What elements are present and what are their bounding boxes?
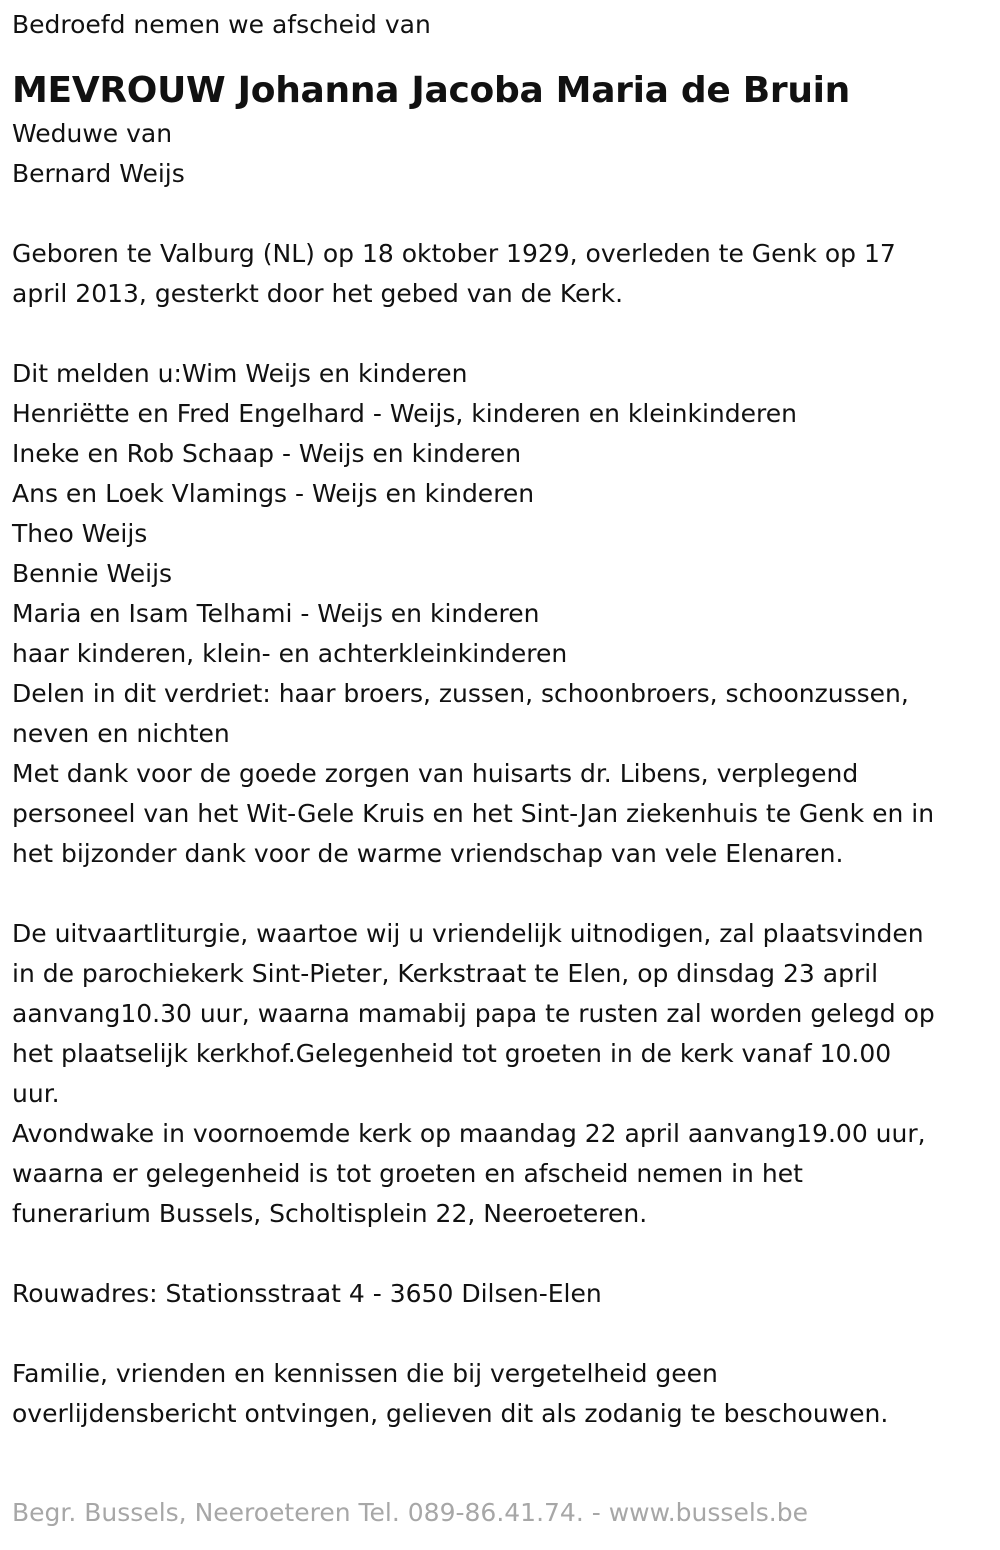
family-line: Henriëtte en Fred Engelhard - Weijs, kinderen en kleinkinderen [12,399,797,428]
intro-text: Bedroefd nemen we afscheid van [12,10,431,39]
spacer [12,1234,988,1274]
family-line: neven en nichten [12,719,230,748]
family-line: Ans en Loek Vlamings - Weijs en kinderen [12,479,535,508]
funeral-line: uur. [12,1079,60,1108]
funeral-line: De uitvaartliturgie, waartoe wij u vriendelijk uitnodigen, zal plaatsvinden [12,919,924,948]
spouse-name: Bernard Weijs [12,159,185,188]
birth-death-paragraph [12,234,988,314]
funeral-paragraph [12,914,988,1234]
family-line: haar kinderen, klein- en achterkleinkinderen [12,639,568,668]
family-line: Delen in dit verdriet: haar broers, zussen, schoonbroers, schoonzussen, [12,679,909,708]
closing-paragraph [12,1354,988,1434]
widow-of-label: Weduwe van [12,119,173,148]
family-line: Ineke en Rob Schaap - Weijs en kinderen [12,439,522,468]
funeral-line: Avondwake in voornoemde kerk op maandag 22 april aanvang19.00 uur, [12,1119,926,1148]
family-line: Theo Weijs [12,519,148,548]
funeral-line: het plaatselijk kerkhof.Gelegenheid tot groeten in de kerk vanaf 10.00 [12,1039,892,1068]
spacer [12,1314,988,1354]
spacer [12,314,988,354]
family-line: Dit melden u:Wim Weijs en kinderen [12,359,468,388]
family-line: het bijzonder dank voor de warme vriendschap van vele Elenaren. [12,839,844,868]
spacer [12,874,988,914]
family-line: Maria en Isam Telhami - Weijs en kinderen [12,599,540,628]
spacer [12,194,988,234]
mourning-address: Rouwadres: Stationsstraat 4 - 3650 Dilsen-Elen [12,1279,602,1308]
funeral-line: in de parochiekerk Sint-Pieter, Kerkstraat te Elen, op dinsdag 23 april [12,959,879,988]
family-paragraph [12,354,988,874]
closing-line: overlijdensbericht ontvingen, gelieven dit als zodanig te beschouwen. [12,1399,889,1428]
funeral-line: waarna er gelegenheid is tot groeten en afscheid nemen in het [12,1159,803,1188]
funeral-home-footer: Begr. Bussels, Neeroeteren Tel. 089-86.41.74. - www.bussels.be [12,1498,808,1527]
paragraph-line: Geboren te Valburg (NL) op 18 oktober 1929, overleden te Genk op 17 [12,239,896,268]
funeral-line: aanvang10.30 uur, waarna mamabij papa te rusten zal worden gelegd op [12,999,935,1028]
family-line: Bennie Weijs [12,559,173,588]
paragraph-line: april 2013, gesterkt door het gebed van de Kerk. [12,279,624,308]
closing-line: Familie, vrienden en kennissen die bij vergetelheid geen [12,1359,718,1388]
funeral-line: funerarium Bussels, Scholtisplein 22, Neeroeteren. [12,1199,648,1228]
deceased-name: MEVROUW Johanna Jacoba Maria de Bruin [12,70,851,111]
family-line: personeel van het Wit-Gele Kruis en het Sint-Jan ziekenhuis te Genk en in [12,799,935,828]
family-line: Met dank voor de goede zorgen van huisarts dr. Libens, verplegend [12,759,859,788]
